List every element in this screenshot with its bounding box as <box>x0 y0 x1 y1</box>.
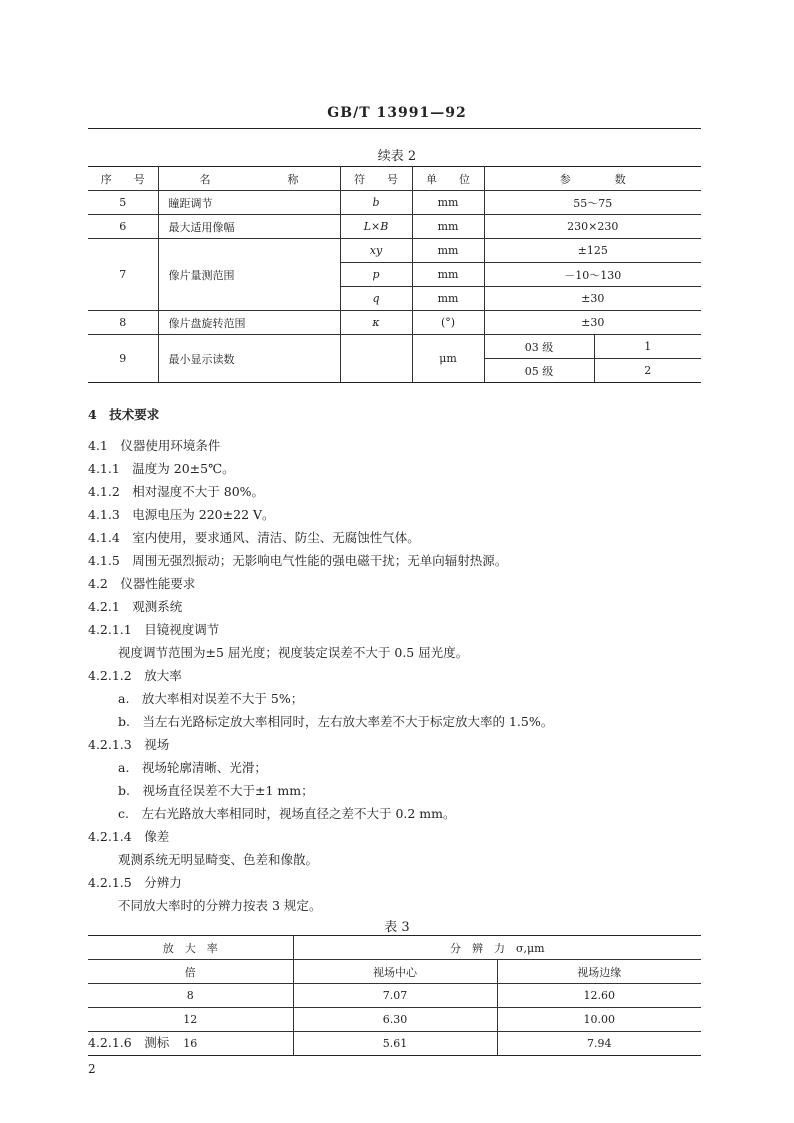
section-4-1-3: 4.1.3 电源电压为 220±22 V。 <box>88 507 275 522</box>
section-4-2-1-6: 4.2.1.6 测标 <box>88 1035 170 1050</box>
section-4-2-1-3: 4.2.1.3 视场 <box>88 737 170 752</box>
section-4-1-1: 4.1.1 温度为 20±5℃。 <box>88 461 235 476</box>
row-symbol: p <box>340 263 412 287</box>
col-header-symbol: 符 号 <box>340 167 412 191</box>
row-symbol: L×B <box>340 215 412 239</box>
table3-caption: 表 3 <box>384 920 410 935</box>
section-4-1-2: 4.1.2 相对湿度不大于 80%。 <box>88 484 265 499</box>
table-row <box>88 335 701 359</box>
table3 <box>88 935 701 1056</box>
col-header-unit: 单 位 <box>412 167 484 191</box>
section-4-2-1-2: 4.2.1.2 放大率 <box>88 668 182 683</box>
row-symbol: κ <box>340 311 412 335</box>
row-unit: mm <box>412 263 484 287</box>
page-header: GB/T 13991—92 <box>327 105 467 121</box>
row-grade-value: 2 <box>594 359 701 383</box>
section-4-2-1: 4.2.1 观测系统 <box>88 599 183 614</box>
row-edge: 10.00 <box>497 1008 701 1032</box>
col-header-name: 名 称 <box>158 167 340 191</box>
section-4-2-1-3-b: b. 视场直径误差不大于±1 mm； <box>118 783 314 798</box>
col-header-resolution: 分 辨 力 σ,μm <box>293 936 701 960</box>
row-magnification: 12 <box>88 1008 293 1032</box>
table-row <box>88 984 701 1008</box>
table-row <box>88 239 701 263</box>
table-row <box>88 311 701 335</box>
row-param: ±30 <box>484 311 701 335</box>
section-4-2-1-2-b: b. 当左右光路标定放大率相同时，左右放大率差不大于标定放大率的 1.5%。 <box>118 714 554 729</box>
section-4-2-1-3-a: a. 视场轮廓清晰、光滑； <box>118 760 267 775</box>
table2-caption: 续表 2 <box>377 149 417 164</box>
page-number: 2 <box>88 1062 96 1076</box>
section-4-2-1-4-text: 观测系统无明显畸变、色差和像散。 <box>118 852 319 867</box>
row-no: 9 <box>88 335 158 383</box>
row-unit: (°) <box>412 311 484 335</box>
section-4-2-1-1-text: 视度调节范围为±5 屈光度；视度装定误差不大于 0.5 屈光度。 <box>118 645 469 660</box>
row-no: 6 <box>88 215 158 239</box>
section-4-2: 4.2 仪器性能要求 <box>88 576 196 591</box>
row-param: ±30 <box>484 287 701 311</box>
section-4-2-1-5: 4.2.1.5 分辨力 <box>88 875 182 890</box>
row-param: 230×230 <box>484 215 701 239</box>
col-header-magnification: 放 大 率 <box>88 936 293 960</box>
row-magnification: 16 <box>88 1032 293 1056</box>
col-header-no: 序 号 <box>88 167 158 191</box>
row-name: 瞳距调节 <box>158 191 340 215</box>
section-4-2-1-2-a: a. 放大率相对误差不大于 5%； <box>118 691 304 706</box>
col-header-param: 参 数 <box>484 167 701 191</box>
row-no: 8 <box>88 311 158 335</box>
row-grade-value: 1 <box>594 335 701 359</box>
section-4-2-1-3-c: c. 左右光路放大率相同时，视场直径之差不大于 0.2 mm。 <box>118 806 456 821</box>
row-param: －10～130 <box>484 263 701 287</box>
section-4-2-1-4: 4.2.1.4 像差 <box>88 829 170 844</box>
row-symbol: q <box>340 287 412 311</box>
row-edge: 7.94 <box>497 1032 701 1056</box>
header-rule <box>88 128 701 129</box>
row-center: 6.30 <box>293 1008 497 1032</box>
section-4-heading: 4 技术要求 <box>88 407 160 422</box>
row-center: 7.07 <box>293 984 497 1008</box>
col-header-edge: 视场边缘 <box>497 960 701 984</box>
row-edge: 12.60 <box>497 984 701 1008</box>
table-row <box>88 1008 701 1032</box>
section-4-2-1-1: 4.2.1.1 目镜视度调节 <box>88 622 220 637</box>
row-unit: mm <box>412 287 484 311</box>
section-4-1-4: 4.1.4 室内使用，要求通风、清洁、防尘、无腐蚀性气体。 <box>88 530 420 545</box>
row-unit: μm <box>412 335 484 383</box>
row-grade: 05 级 <box>484 359 594 383</box>
row-name: 最小显示读数 <box>158 335 340 383</box>
row-name: 最大适用像幅 <box>158 215 340 239</box>
section-4-1-5: 4.1.5 周围无强烈振动；无影响电气性能的强电磁干扰；无单向辐射热源。 <box>88 553 508 568</box>
row-name: 像片量测范围 <box>158 239 340 311</box>
row-unit: mm <box>412 191 484 215</box>
row-no: 7 <box>88 239 158 311</box>
row-unit: mm <box>412 215 484 239</box>
row-unit: mm <box>412 239 484 263</box>
row-symbol <box>340 335 412 383</box>
table-row <box>88 215 701 239</box>
row-param: ±125 <box>484 239 701 263</box>
row-grade: 03 级 <box>484 335 594 359</box>
row-param: 55～75 <box>484 191 701 215</box>
col-header-magnification-unit: 倍 <box>88 960 293 984</box>
row-no: 5 <box>88 191 158 215</box>
col-header-center: 视场中心 <box>293 960 497 984</box>
row-center: 5.61 <box>293 1032 497 1056</box>
table2 <box>88 166 701 383</box>
row-magnification: 8 <box>88 984 293 1008</box>
row-symbol: b <box>340 191 412 215</box>
section-4-2-1-5-text: 不同放大率时的分辨力按表 3 规定。 <box>118 898 322 913</box>
table-row <box>88 1032 701 1056</box>
row-symbol: xy <box>340 239 412 263</box>
section-4-1: 4.1 仪器使用环境条件 <box>88 438 221 453</box>
table-row <box>88 191 701 215</box>
table2-header-row <box>88 167 701 191</box>
row-name: 像片盘旋转范围 <box>158 311 340 335</box>
